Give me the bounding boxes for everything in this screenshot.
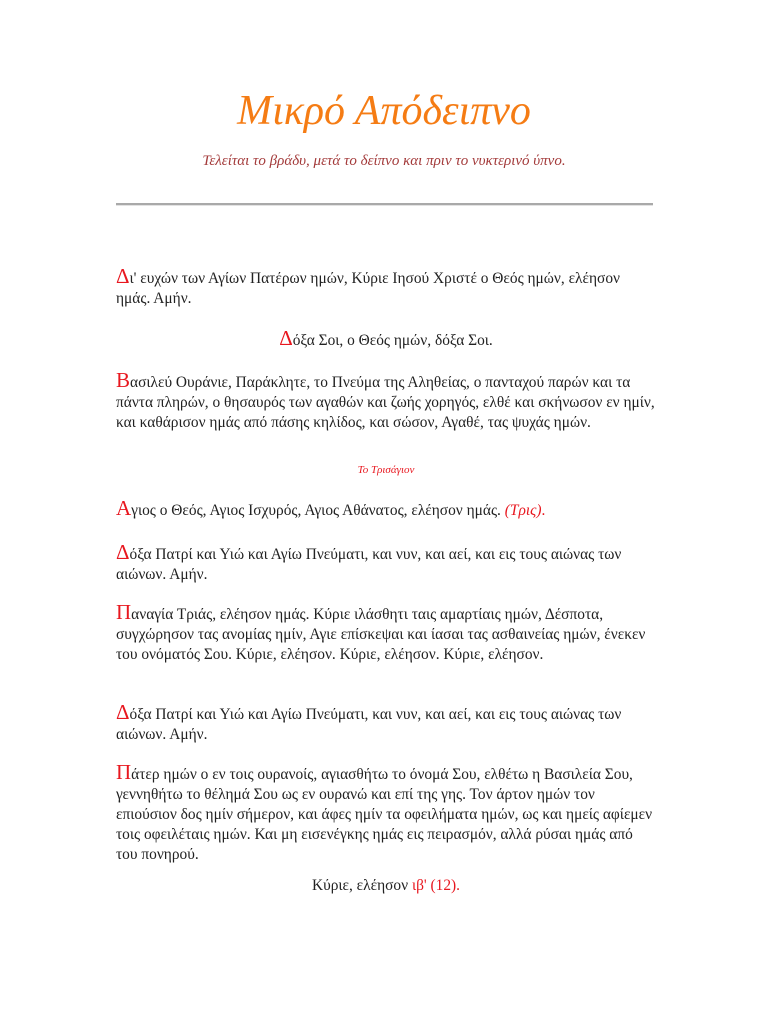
prayer-paragraph-3 (116, 370, 656, 433)
end-mark: . (456, 877, 461, 894)
drop-initial: Δ (279, 326, 293, 350)
drop-initial: Β (116, 368, 131, 392)
end-mark: . (541, 502, 546, 519)
paragraph-text: άτερ ημών ο εν τοις ουρανοίς, αγιασθήτω το όνομά Σου, ελθέτω η Βασιλεία Σου, γεννηθήτω το θέλημά Σου ως εν ουρανώ και επί της γης. Τον άρτον ημών τον επιούσιον δος ημίν σήμερον, και άφες ημίν τα οφειλήματα ημών, ως και ημείς αφίεμεν τοις οφειλέταις ημών. Και μη εισενέγκης ημάς εις πειρασμόν, αλλά ρύσαι ημάς από του πονηρού. (116, 766, 653, 863)
repeat-note: (Τρις) (504, 502, 542, 519)
drop-initial: Π (116, 600, 132, 624)
prayer-paragraph-6 (116, 602, 656, 665)
prayer-paragraph-5 (116, 542, 656, 585)
page-subtitle: Τελείται το βράδυ, μετά το δείπνο και πριν το νυκτερινό ύπνο. (202, 153, 566, 169)
drop-initial: Α (116, 496, 132, 520)
paragraph-text: ασιλεύ Ουράνιε, Παράκλητε, το Πνεύμα της Αληθείας, ο πανταχού παρών και τα πάντα πληρών, ο θησαυρός των αγαθών και ζωής χορηγός, ελθέ και σκήνωσον εν ημίν, και καθάρισον ημάς από πάσης κηλίδος, και σώσον, Αγαθέ, τας ψυχάς ημών. (116, 374, 655, 431)
paragraph-text: όξα Σοι, ο Θεός ημών, δόξα Σοι. (292, 332, 493, 349)
page-title: Μικρό Απόδειπνο (237, 88, 531, 134)
drop-initial: Δ (116, 700, 130, 724)
paragraph-text: όξα Πατρί και Υιώ και Αγίω Πνεύματι, και νυν, και αεί, και εις τους αιώνας των αιώνων. Αμήν. (116, 546, 622, 583)
drop-initial: Δ (116, 540, 130, 564)
paragraph-text: γιος ο Θεός, Αγιος Ισχυρός, Αγιος Αθάνατος, ελέησον ημάς. (131, 502, 501, 519)
drop-initial: Δ (116, 264, 130, 288)
prayer-paragraph-7 (116, 702, 656, 745)
paragraph-text: Κύριε, ελέησον (311, 877, 409, 894)
prayer-paragraph-4 (116, 498, 656, 521)
prayer-paragraph-1 (116, 266, 656, 309)
prayer-paragraph-8 (116, 762, 656, 865)
drop-initial: Π (116, 760, 132, 784)
paragraph-text: ι' ευχών των Αγίων Πατέρων ημών, Κύριε Ιησού Χριστέ ο Θεός ημών, ελέησον ημάς. Αμήν. (116, 270, 620, 307)
trisagion-label: Το Τρισάγιον (357, 464, 415, 476)
horizontal-rule (116, 203, 653, 206)
prayer-paragraph-9 (116, 876, 656, 896)
paragraph-text: όξα Πατρί και Υιώ και Αγίω Πνεύματι, και νυν, και αεί, και εις τους αιώνας των αιώνων. Αμήν. (116, 706, 622, 743)
repeat-count: ιβ' (12) (411, 877, 457, 894)
prayer-paragraph-2 (116, 328, 656, 351)
paragraph-text: αναγία Τριάς, ελέησον ημάς. Κύριε ιλάσθητι ταις αμαρτίαις ημών, Δέσποτα, συγχώρησον τας ανομίας ημίν, Αγιε επίσκεψαι και ίασαι τας ασθαινείας ημών, ένεκεν του ονόματός Σου. Κύριε, ελέησον. Κύριε, ελέησον. Κύριε, ελέησον. (116, 606, 646, 663)
